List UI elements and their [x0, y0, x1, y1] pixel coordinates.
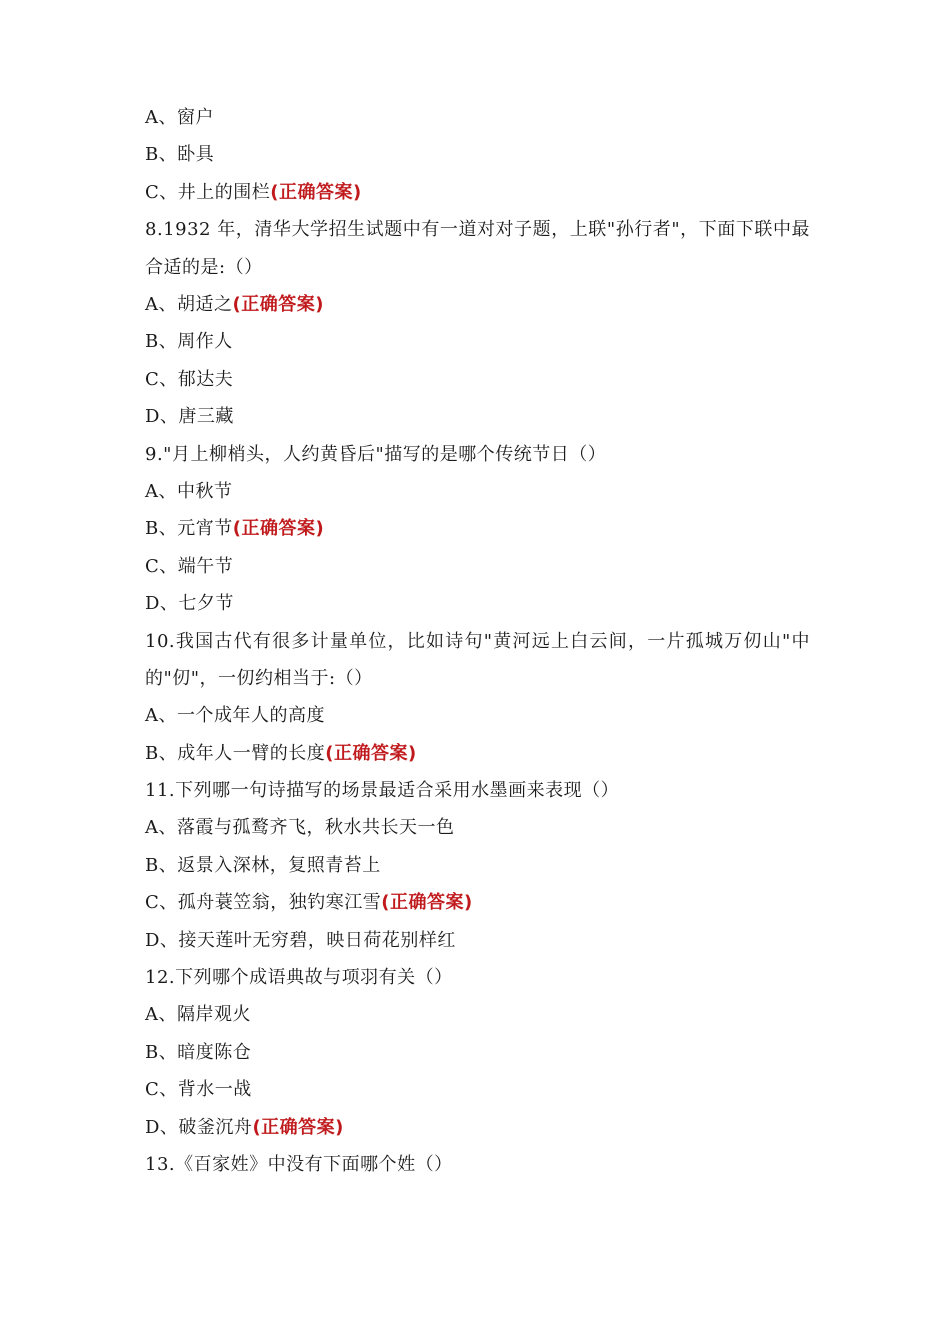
text-line	[145, 1034, 810, 1071]
text-line	[145, 996, 810, 1033]
question-text	[145, 211, 810, 286]
line-text: D、唐三藏	[145, 406, 234, 428]
line-text: C、井上的围栏	[145, 181, 271, 203]
line-text: B、元宵节	[145, 518, 233, 540]
text-line	[145, 809, 810, 846]
correct-answer-tag: (正确答案)	[232, 518, 325, 540]
line-text: 12.下列哪个成语典故与项羽有关（）	[145, 967, 453, 989]
correct-answer-tag: (正确答案)	[270, 181, 362, 203]
line-text: 11.下列哪一句诗描写的场景最适合采用水墨画来表现（）	[145, 780, 620, 802]
text-line	[145, 136, 810, 173]
line-text: 8.1932 年，清华大学招生试题中有一道对对子题，上联"孙行者"，下面下联中最合适的是:（）	[145, 219, 810, 278]
text-line	[145, 1071, 810, 1108]
text-line	[145, 361, 810, 398]
line-text: A、隔岸观火	[145, 1004, 251, 1026]
correct-answer-tag: (正确答案)	[381, 892, 473, 914]
text-line	[145, 959, 810, 996]
text-line	[145, 697, 810, 734]
line-text: C、背水一战	[145, 1079, 252, 1101]
line-text: B、卧具	[145, 144, 215, 166]
text-line	[145, 1109, 810, 1146]
line-text: B、成年人一臂的长度	[145, 742, 326, 764]
text-line	[145, 735, 810, 772]
text-line	[145, 99, 810, 136]
text-line	[145, 510, 810, 547]
line-text: D、破釜沉舟	[145, 1116, 253, 1138]
correct-answer-tag: (正确答案)	[252, 1116, 344, 1138]
line-text: A、落霞与孤鹜齐飞，秋水共长天一色	[145, 817, 455, 839]
question-text	[145, 623, 810, 698]
text-line	[145, 847, 810, 884]
line-text: B、返景入深林，复照青苔上	[145, 854, 381, 876]
line-text: A、中秋节	[145, 480, 233, 502]
text-line	[145, 1146, 810, 1183]
line-text: C、端午节	[145, 555, 234, 577]
text-line	[145, 174, 810, 211]
line-text: A、胡适之	[145, 293, 233, 315]
text-line	[145, 323, 810, 360]
line-text: 13.《百家姓》中没有下面哪个姓（）	[145, 1154, 453, 1175]
line-text: A、窗户	[145, 107, 214, 128]
text-line	[145, 398, 810, 435]
line-text: A、一个成年人的高度	[145, 705, 325, 727]
line-text: B、暗度陈仓	[145, 1041, 252, 1063]
text-line	[145, 884, 810, 921]
line-text: 10.我国古代有很多计量单位，比如诗句"黄河远上白云间，一片孤城万仞山"中的"仞"，一仞约相当于:（）	[145, 630, 810, 689]
line-text: 9."月上柳梢头，人约黄昏后"描写的是哪个传统节日（）	[145, 443, 607, 465]
text-line	[145, 772, 810, 809]
correct-answer-tag: (正确答案)	[325, 742, 417, 764]
line-text: C、孤舟蓑笠翁，独钓寒江雪	[145, 892, 382, 914]
text-line	[145, 585, 810, 622]
line-text: B、周作人	[145, 331, 233, 353]
line-text: C、郁达夫	[145, 368, 234, 390]
text-line	[145, 548, 810, 585]
correct-answer-tag: (正确答案)	[232, 293, 324, 315]
text-line	[145, 286, 810, 323]
text-line	[145, 436, 810, 473]
line-text: D、七夕节	[145, 593, 234, 615]
text-line	[145, 922, 810, 959]
document-page	[145, 99, 810, 1183]
line-text: D、接天莲叶无穷碧，映日荷花别样红	[145, 929, 456, 951]
text-line	[145, 473, 810, 510]
